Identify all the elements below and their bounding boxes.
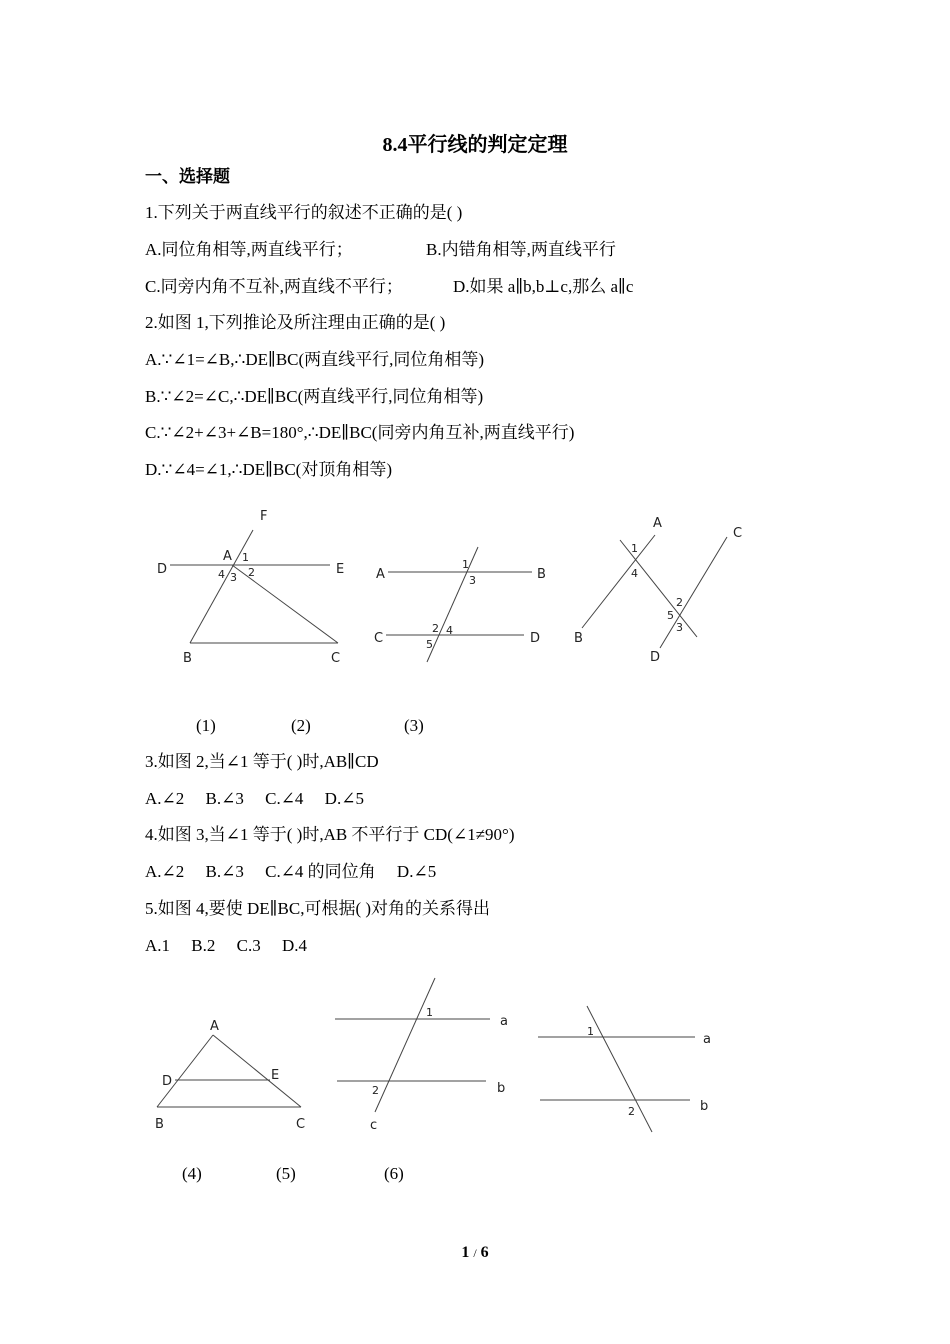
- fig2-label-A: A: [376, 567, 385, 582]
- figure-caption-1: (1): [196, 716, 216, 735]
- page-current: 1: [461, 1244, 470, 1261]
- q2-option-b: B.∵∠2=∠C,∴DE∥BC(两直线平行,同位角相等): [145, 387, 484, 406]
- fig3-angle-4: 4: [631, 567, 638, 580]
- q2-stem: 2.如图 1,下列推论及所注理由正确的是( ): [145, 313, 446, 332]
- figure-caption-4: (4): [182, 1164, 202, 1183]
- fig3-label-A: A: [653, 516, 662, 531]
- figure-caption-3: (3): [404, 716, 424, 735]
- q1-option-c: C.同旁内角不互补,两直线不平行；: [145, 277, 403, 296]
- fig2-label-D: D: [530, 631, 541, 646]
- fig1-label-A: A: [223, 549, 232, 564]
- fig2-angle-3: 3: [469, 574, 476, 587]
- figure-caption-6: (6): [384, 1164, 404, 1183]
- page-title: 8.4平行线的判定定理: [382, 134, 568, 156]
- q1-option-a: A.同位角相等,两直线平行；: [145, 240, 353, 259]
- fig1-label-B: B: [183, 651, 192, 666]
- q2-option-d: D.∵∠4=∠1,∴DE∥BC(对顶角相等): [145, 460, 392, 479]
- fig3-label-B: B: [574, 631, 583, 646]
- q3-options: A.∠2 B.∠3 C.∠4 D.∠5: [145, 789, 364, 808]
- fig1-label-C: C: [331, 651, 341, 666]
- fig1-label-E: E: [336, 562, 345, 577]
- q1-stem: 1.下列关于两直线平行的叙述不正确的是( ): [145, 203, 463, 222]
- q5-options: A.1 B.2 C.3 D.4: [145, 936, 307, 955]
- fig2-angle-5: 5: [426, 638, 433, 651]
- fig1-angle-2: 2: [248, 566, 255, 579]
- fig6-label-b: b: [700, 1099, 709, 1114]
- fig2-angle-1: 1: [462, 558, 469, 571]
- fig5-label-c: c: [370, 1118, 378, 1133]
- fig4-label-D: D: [162, 1074, 173, 1089]
- page-total: 6: [480, 1244, 489, 1261]
- fig4-label-B: B: [155, 1117, 164, 1132]
- fig1-angle-3: 3: [230, 571, 237, 584]
- q4-options: A.∠2 B.∠3 C.∠4 的同位角 D.∠5: [145, 862, 437, 881]
- fig2-angle-2: 2: [432, 622, 439, 635]
- fig6-angle-2: 2: [628, 1105, 635, 1118]
- page-separator: /: [473, 1246, 477, 1260]
- fig3-angle-3: 3: [676, 621, 683, 634]
- fig5-label-a: a: [500, 1014, 508, 1029]
- fig1-label-D: D: [157, 562, 168, 577]
- fig4-label-C: C: [296, 1117, 306, 1132]
- q4-stem: 4.如图 3,当∠1 等于( )时,AB 不平行于 CD(∠1≠90°): [145, 825, 515, 844]
- fig5-label-b: b: [497, 1081, 506, 1096]
- fig5-angle-2: 2: [372, 1084, 379, 1097]
- section-heading: 一、选择题: [145, 167, 230, 186]
- fig3-label-C: C: [733, 526, 743, 541]
- fig5-angle-1: 1: [426, 1006, 433, 1019]
- fig2-label-C: C: [374, 631, 384, 646]
- fig3-angle-5: 5: [667, 609, 674, 622]
- figure-caption-5: (5): [276, 1164, 296, 1183]
- fig6-label-a: a: [703, 1032, 711, 1047]
- fig3-angle-2: 2: [676, 596, 683, 609]
- fig1-label-F: F: [260, 509, 268, 524]
- q2-option-c: C.∵∠2+∠3+∠B=180°,∴DE∥BC(同旁内角互补,两直线平行): [145, 423, 575, 442]
- figure-caption-2: (2): [291, 716, 311, 735]
- fig2-label-B: B: [537, 567, 546, 582]
- q2-option-a: A.∵∠1=∠B,∴DE∥BC(两直线平行,同位角相等): [145, 350, 485, 369]
- q1-option-d: D.如果 a∥b,b⊥c,那么 a∥c: [453, 277, 634, 296]
- fig1-angle-1: 1: [242, 551, 249, 564]
- q1-option-b: B.内错角相等,两直线平行: [426, 240, 616, 259]
- fig1-angle-4: 4: [218, 568, 225, 581]
- fig3-label-D: D: [650, 650, 661, 665]
- q3-stem: 3.如图 2,当∠1 等于( )时,AB∥CD: [145, 752, 379, 771]
- fig2-angle-4: 4: [446, 624, 453, 637]
- fig4-label-A: A: [210, 1019, 219, 1034]
- fig4-label-E: E: [271, 1068, 280, 1083]
- fig3-angle-1: 1: [631, 542, 638, 555]
- fig6-angle-1: 1: [587, 1025, 594, 1038]
- page-number: [0, 1244, 950, 1262]
- q5-stem: 5.如图 4,要使 DE∥BC,可根据( )对角的关系得出: [145, 899, 491, 918]
